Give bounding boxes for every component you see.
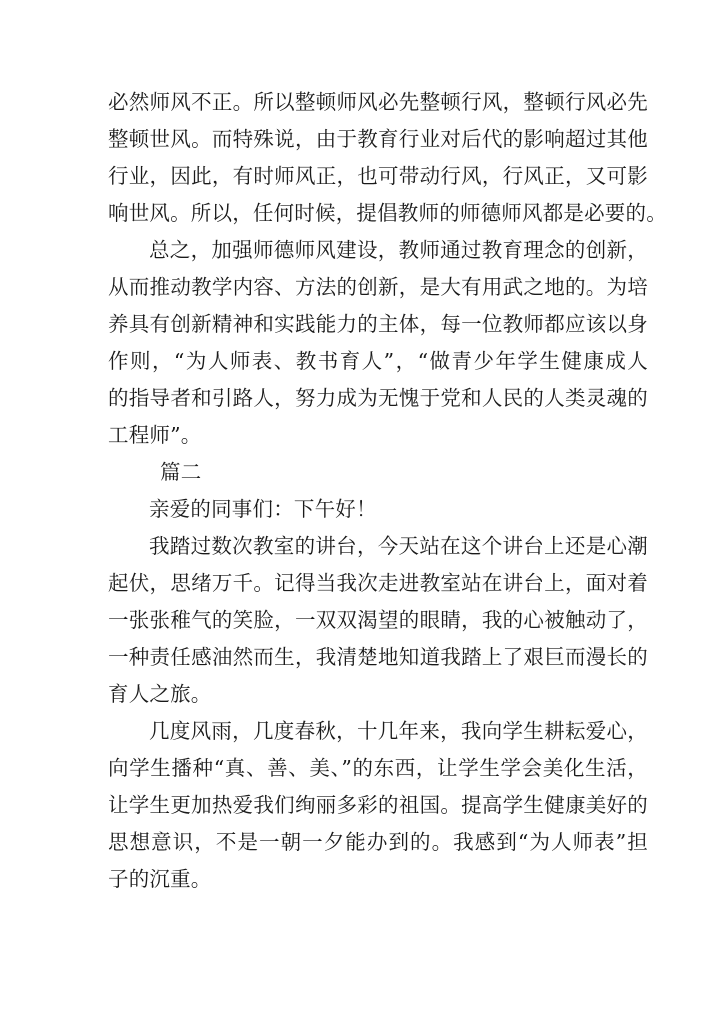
- paragraph-line: 一张张稚气的笑脸，一双双渴望的眼睛，我的心被触动了，: [108, 608, 648, 632]
- paragraph-line: 作则，“为人师表、教书育人”，“做青少年学生健康成人: [108, 349, 648, 373]
- document-body: [108, 84, 667, 898]
- greeting: 亲爱的同事们：下午好！: [149, 497, 377, 521]
- paragraph-line: 必然师风不正。所以整顿师风必先整顿行风，整顿行风必先: [108, 90, 648, 114]
- paragraph-line: 工程师”。: [108, 423, 202, 447]
- paragraph-line: 思想意识，不是一朝一夕能办到的。我感到“为人师表”担: [108, 830, 648, 854]
- paragraph-line: 响世风。所以，任何时候，提倡教师的师德师风都是必要的。: [108, 201, 667, 225]
- paragraph-line: 起伏，思绪万千。记得当我次走进教室站在讲台上，面对着: [108, 571, 648, 595]
- paragraph-1: [108, 84, 667, 232]
- paragraph-line: 育人之旅。: [108, 682, 212, 706]
- paragraph-line: 子的沉重。: [108, 867, 212, 891]
- paragraph-line: 从而推动教学内容、方法的创新，是大有用武之地的。为培: [108, 275, 648, 299]
- paragraph-line: 整顿世风。而特殊说，由于教育行业对后代的影响超过其他: [108, 127, 648, 151]
- section-heading: 篇二: [160, 460, 202, 484]
- paragraph-5: [108, 713, 648, 898]
- paragraph-line: 总之，加强师德师风建设，教师通过教育理念的创新，: [149, 238, 648, 262]
- paragraph-line: 行业，因此，有时师风正，也可带动行风，行风正，又可影: [108, 164, 648, 188]
- paragraph-4: [108, 528, 648, 713]
- paragraph-line: 我踏过数次教室的讲台，今天站在这个讲台上还是心潮: [149, 534, 648, 558]
- paragraph-line: 几度风雨，几度春秋，十几年来，我向学生耕耘爱心，: [149, 719, 648, 743]
- paragraph-line: 一种责任感油然而生，我清楚地知道我踏上了艰巨而漫长的: [108, 645, 648, 669]
- paragraph-line: 的指导者和引路人，努力成为无愧于党和人民的人类灵魂的: [108, 386, 648, 410]
- paragraph-line: 让学生更加热爱我们绚丽多彩的祖国。提高学生健康美好的: [108, 793, 648, 817]
- paragraph-2: [108, 232, 648, 454]
- paragraph-line: 养具有创新精神和实践能力的主体，每一位教师都应该以身: [108, 312, 648, 336]
- paragraph-line: 向学生播种“真、善、美、”的东西，让学生学会美化生活，: [108, 756, 648, 780]
